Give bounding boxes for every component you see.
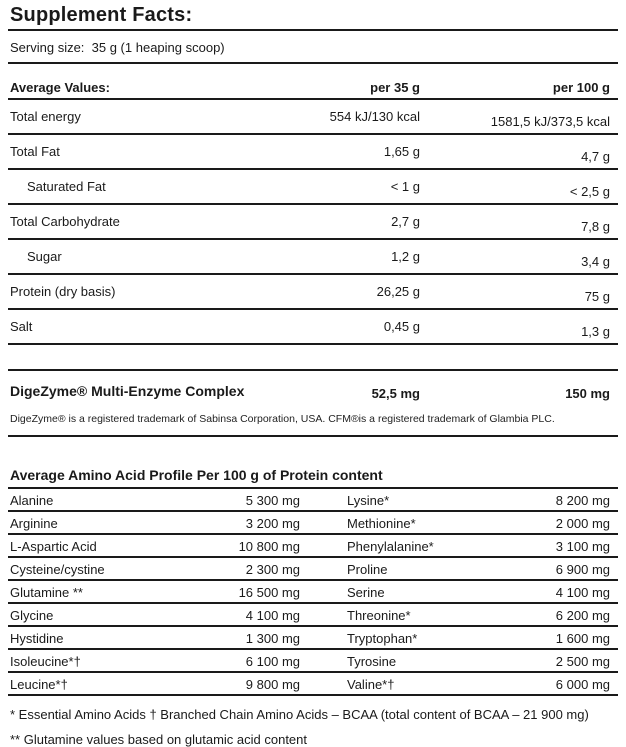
enzyme-complex-section — [8, 369, 618, 437]
table-row — [8, 135, 618, 170]
amino-value: 4 100 mg — [555, 585, 610, 600]
table-row — [8, 170, 618, 205]
enzyme-per-100g-value: 150 mg — [565, 386, 610, 401]
enzyme-per-35g-value: 52,5 mg — [371, 386, 420, 401]
panel-title: Supplement Facts: — [8, 0, 618, 31]
amino-name: Tyrosine — [347, 654, 397, 669]
per-35g-value: 0,45 g — [383, 319, 420, 334]
amino-name: Serine — [347, 585, 385, 600]
per-100g-value: 75 g — [584, 289, 610, 304]
amino-value: 9 800 mg — [245, 677, 300, 692]
amino-value: 16 500 mg — [238, 585, 300, 600]
per-35g-value: < 1 g — [390, 179, 420, 194]
amino-name: Lysine* — [347, 493, 390, 508]
per-35g-value: 26,25 g — [376, 284, 420, 299]
nutrient-label: Saturated Fat — [27, 179, 106, 194]
amino-value: 8 200 mg — [555, 493, 610, 508]
nutrient-label: Total energy — [10, 109, 81, 124]
amino-value: 6 900 mg — [555, 562, 610, 577]
per-100g-column-header: per 100 g — [552, 80, 610, 95]
amino-name: Phenylalanine* — [347, 539, 434, 554]
amino-value: 10 800 mg — [238, 539, 300, 554]
trademark-note: DigeZyme® is a registered trademark of Sabinsa Corporation, USA. CFM®is a registered trademark of Glambia PLC. — [10, 413, 555, 425]
amino-name: Glutamine ** — [10, 585, 83, 600]
table-row — [8, 275, 618, 310]
amino-row — [8, 512, 618, 535]
amino-name: Tryptophan* — [347, 631, 418, 646]
amino-value: 6 200 mg — [555, 608, 610, 623]
amino-value: 5 300 mg — [245, 493, 300, 508]
amino-value: 2 500 mg — [555, 654, 610, 669]
nutrient-label: Total Carbohydrate — [10, 214, 120, 229]
nutrient-label: Total Fat — [10, 144, 60, 159]
nutrient-label: Salt — [10, 319, 33, 334]
average-values-header-row — [8, 80, 618, 100]
nutrient-label: Protein (dry basis) — [10, 284, 116, 299]
amino-row — [8, 535, 618, 558]
amino-value: 4 100 mg — [245, 608, 300, 623]
footnote-glutamine: ** Glutamine values based on glutamic acid content — [10, 732, 308, 747]
per-100g-value: 4,7 g — [581, 149, 610, 164]
amino-value: 1 300 mg — [245, 631, 300, 646]
per-35g-column-header: per 35 g — [370, 80, 420, 95]
table-row — [8, 100, 618, 135]
amino-name: Cysteine/cystine — [10, 562, 105, 577]
amino-row — [8, 558, 618, 581]
amino-row — [8, 581, 618, 604]
amino-row — [8, 673, 618, 696]
per-100g-value: 7,8 g — [581, 219, 610, 234]
average-values-label: Average Values: — [10, 80, 110, 95]
amino-row — [8, 489, 618, 512]
serving-size-text: Serving size: 35 g (1 heaping scoop) — [8, 40, 618, 64]
amino-value: 3 200 mg — [245, 516, 300, 531]
per-35g-value: 1,2 g — [391, 249, 420, 264]
amino-name: Arginine — [10, 516, 58, 531]
per-100g-value: < 2,5 g — [569, 184, 610, 199]
amino-name: L-Aspartic Acid — [10, 539, 97, 554]
nutrient-label: Sugar — [27, 249, 62, 264]
enzyme-row — [8, 383, 618, 401]
amino-name: Glycine — [10, 608, 54, 623]
per-35g-value: 554 kJ/130 kcal — [329, 109, 420, 124]
table-row — [8, 240, 618, 275]
amino-name: Hystidine — [10, 631, 64, 646]
amino-row — [8, 650, 618, 673]
amino-value: 6 100 mg — [245, 654, 300, 669]
amino-value: 3 100 mg — [555, 539, 610, 554]
table-row — [8, 205, 618, 240]
per-100g-value: 1,3 g — [581, 324, 610, 339]
footnote-essential-bcaa: * Essential Amino Acids † Branched Chain Amino Acids – BCAA (total content of BCAA – 21 900 mg) — [10, 707, 589, 722]
table-row — [8, 310, 618, 345]
amino-value: 6 000 mg — [555, 677, 610, 692]
amino-name: Alanine — [10, 493, 54, 508]
amino-profile-header: Average Amino Acid Profile Per 100 g of Protein content — [8, 467, 618, 489]
per-35g-value: 2,7 g — [391, 214, 420, 229]
amino-value: 1 600 mg — [555, 631, 610, 646]
amino-name: Isoleucine*† — [10, 654, 81, 669]
amino-name: Valine*† — [347, 677, 395, 692]
amino-row — [8, 604, 618, 627]
amino-row — [8, 627, 618, 650]
per-35g-value: 1,65 g — [383, 144, 420, 159]
amino-value: 2 300 mg — [245, 562, 300, 577]
amino-value: 2 000 mg — [555, 516, 610, 531]
per-100g-value: 3,4 g — [581, 254, 610, 269]
amino-name: Proline — [347, 562, 388, 577]
per-100g-value: 1581,5 kJ/373,5 kcal — [490, 114, 610, 129]
amino-name: Methionine* — [347, 516, 416, 531]
amino-name: Leucine*† — [10, 677, 68, 692]
enzyme-name: DigeZyme® Multi-Enzyme Complex — [10, 383, 245, 399]
amino-name: Threonine* — [347, 608, 411, 623]
